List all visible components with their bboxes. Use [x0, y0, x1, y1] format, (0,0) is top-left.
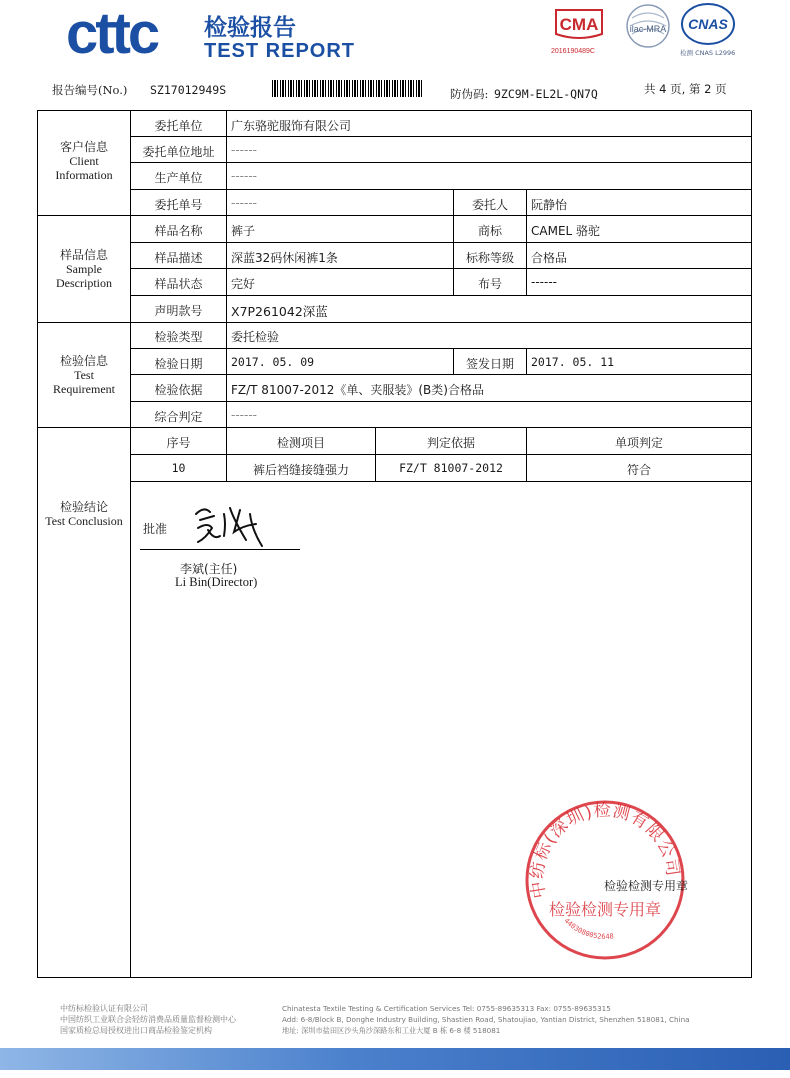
footer-right: Chinatesta Textile Testing & Certification Services Tel: 0755-89635313 Fax: 0755-89635315 Add: 6-8/Block B, Donghe Industry Building, Shastien Road, Shatoujiao, Yantian District, Shenzhen 518081, China 地址: 深圳市盐田区沙头角沙深路东和工业大厦 B 栋 6-8 楼 518081 [282, 1004, 690, 1035]
test-date-label: 检验日期 [154, 357, 203, 371]
test-date-value: 2017. 05. 09 [231, 355, 315, 369]
brand-label: 商标 [477, 224, 502, 238]
entrust-value: 广东骆驼服饰有限公司 [231, 119, 352, 133]
stamp-label: 检验检测专用章 [604, 879, 689, 893]
ilac-logo [622, 2, 674, 54]
page-count: 共 4 页, 第 2 页 [644, 82, 727, 96]
signature-icon [190, 500, 270, 550]
col-header-basis: 判定依据 [426, 436, 475, 450]
row-result: 符合 [626, 463, 651, 477]
person-value: 阮静怡 [531, 198, 568, 212]
svg-text:CMA: CMA [559, 15, 599, 34]
signer-cn: 李斌(主任) [180, 562, 238, 576]
ilac-icon [622, 2, 674, 54]
producer-value: ------ [231, 169, 257, 183]
col-header-result: 单项判定 [614, 436, 663, 450]
sample-state-label: 样品状态 [154, 277, 203, 291]
entrust-label: 委托单位 [154, 119, 203, 133]
footer-left: 中纺标检验认证有限公司 中国纺织工业联合会轻纺消费品质量监督检测中心 国家质检总局授权进出口商品检验鉴定机构 [60, 1004, 236, 1035]
report-no: SZ17012949S [150, 83, 227, 97]
row-no: 10 [171, 461, 186, 475]
svg-text:ilac-MRA: ilac-MRA [629, 24, 667, 34]
footer-bar [0, 1048, 790, 1070]
row-basis: FZ/T 81007-2012 [399, 461, 503, 475]
sample-desc-value: 深蓝32码休闲裤1条 [231, 251, 338, 265]
brand-logo: cttc [66, 1, 158, 66]
sample-name-value: 裤子 [231, 224, 256, 238]
conclusion-section-label: 检验结论 Test Conclusion [45, 500, 123, 528]
style-value: X7P261042深蓝 [231, 304, 328, 319]
address-label: 委托单位地址 [142, 145, 215, 159]
svg-text:检验检测专用章: 检验检测专用章 [548, 900, 662, 919]
basis-label: 检验依据 [154, 383, 203, 397]
address-value: ------ [231, 143, 257, 157]
basis-value: FZ/T 81007-2012《单、夹服装》(B类)合格品 [231, 383, 484, 397]
issue-date-value: 2017. 05. 11 [531, 355, 615, 369]
cma-icon [552, 6, 606, 42]
cma-code: 2016190489C [551, 48, 595, 55]
report-no-label: 报告编号(No.) [52, 83, 128, 97]
test-type-label: 检验类型 [154, 330, 203, 344]
style-label: 声明款号 [154, 304, 203, 318]
cnas-icon [680, 2, 736, 46]
person-label: 委托人 [471, 198, 508, 212]
issue-date-label: 签发日期 [465, 357, 514, 371]
report-title-en: TEST REPORT [204, 40, 356, 62]
client-section-label: 客户信息 Client Information [55, 140, 113, 182]
sample-desc-label: 样品描述 [154, 251, 203, 265]
approve-label: 批准 [143, 522, 168, 536]
report-title-cn: 检验报告 [204, 15, 296, 41]
anti-fake-code: 9ZC9M-EL2L-QN7Q [494, 87, 598, 101]
svg-text:CNAS: CNAS [688, 16, 728, 32]
cnas-logo [680, 2, 736, 46]
producer-label: 生产单位 [154, 171, 203, 185]
anti-fake-label: 防伪码: [450, 87, 489, 101]
test-type-value: 委托检验 [231, 330, 280, 344]
svg-text:4403080052648: 4403080052648 [562, 916, 615, 941]
test-section-label: 检验信息 Test Requirement [53, 354, 115, 396]
cnas-code: 检测 CNAS L2996 [680, 49, 736, 57]
order-label: 委托单号 [154, 198, 203, 212]
fabric-value: ------ [531, 275, 557, 289]
signature [190, 500, 270, 550]
judge-label: 综合判定 [154, 410, 203, 424]
sample-name-label: 样品名称 [154, 224, 203, 238]
svg-text:中纺标(深圳)检测有限公司: 中纺标(深圳)检测有限公司 [527, 800, 683, 900]
order-value: ------ [231, 196, 257, 210]
brand-value: CAMEL 骆驼 [531, 224, 601, 238]
fabric-label: 布号 [477, 277, 502, 291]
grade-label: 标称等级 [465, 251, 514, 265]
barcode [272, 80, 424, 97]
col-header-no: 序号 [166, 436, 191, 450]
sample-section-label: 样品信息 Sample Description [56, 248, 112, 290]
judge-value: ------ [231, 408, 257, 422]
col-header-item: 检测项目 [276, 436, 325, 450]
row-item: 裤后裆缝接缝强力 [252, 463, 349, 477]
grade-value: 合格品 [531, 251, 568, 265]
sample-state-value: 完好 [231, 277, 256, 291]
cma-logo [552, 6, 606, 42]
signer-en: Li Bin(Director) [175, 575, 258, 589]
